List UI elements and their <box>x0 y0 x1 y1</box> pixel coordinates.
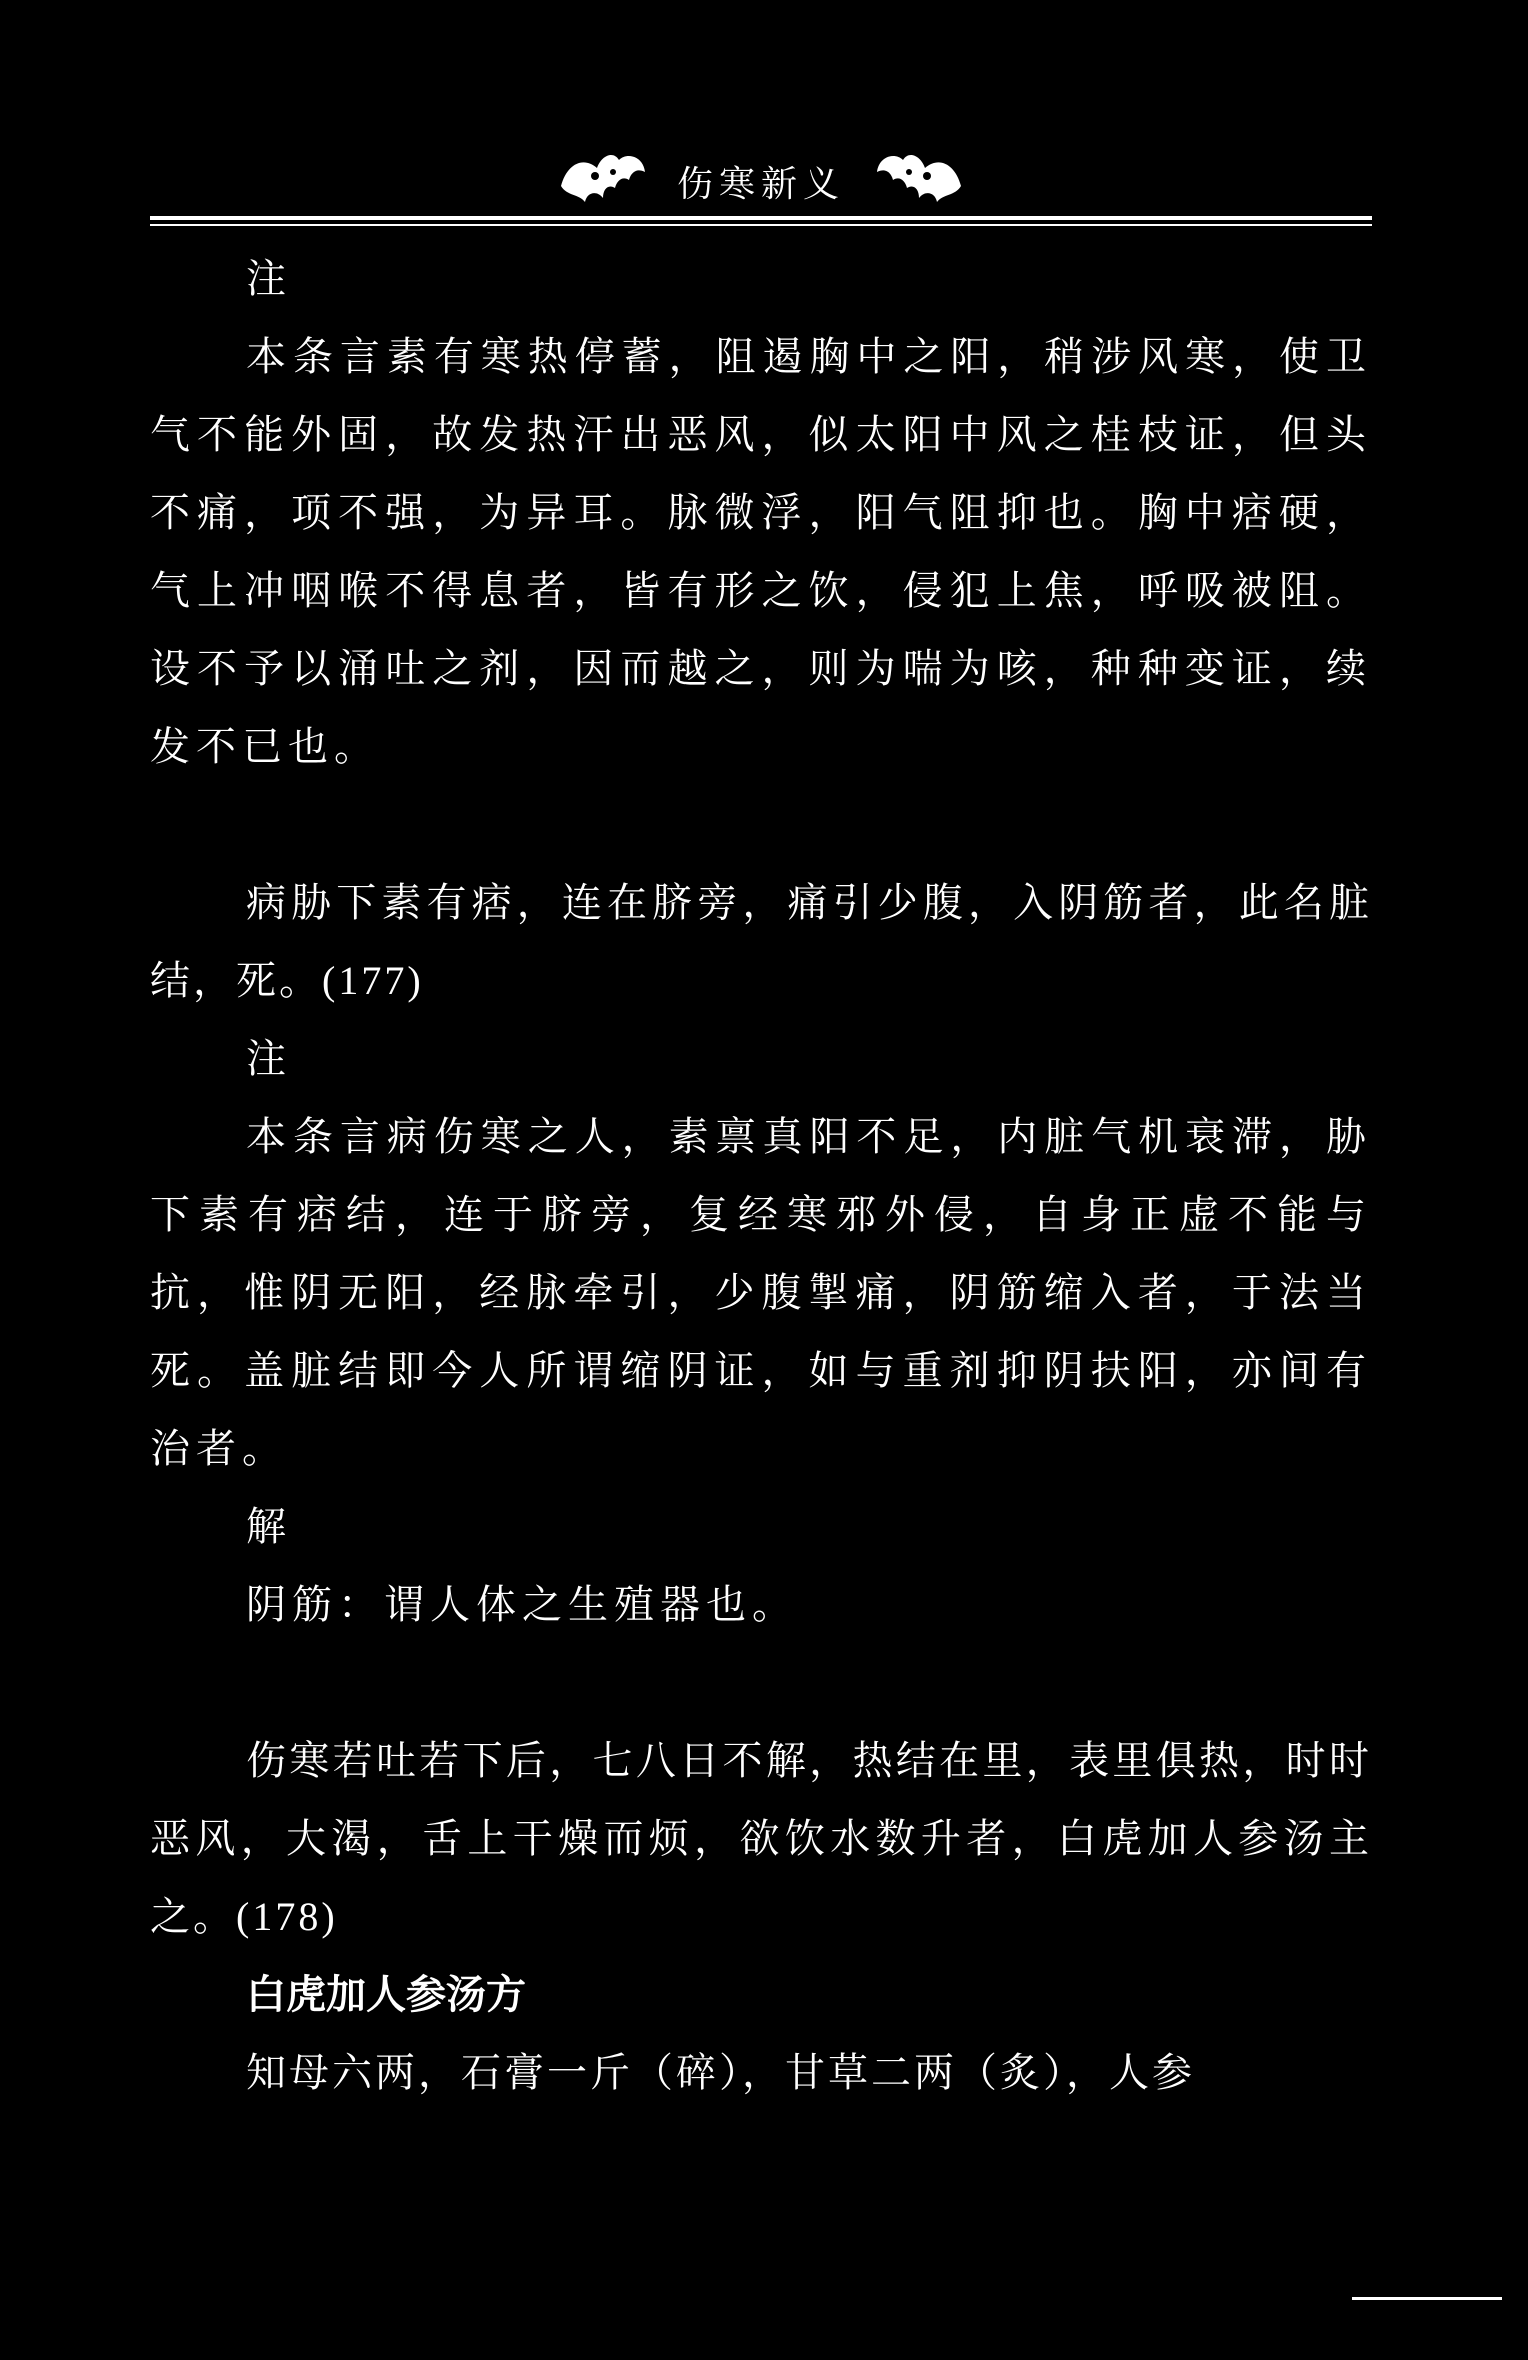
commentary-paragraph: 本条言病伤寒之人，素禀真阳不足，内脏气机衰滞，胁下素有痞结，连于脐旁，复经寒邪外侵，自身正虚不能与抗，惟阴无阳，经脉牵引，少腹掣痛，阴筋缩入者，于法当死。盖脏结即今人所谓缩阴证，如与重剂抑阴扶阳，亦间有治者。 <box>150 1114 1372 1472</box>
header-title-group <box>150 146 1372 216</box>
header-rule-thick <box>150 216 1372 220</box>
header-rule-thin <box>150 224 1372 226</box>
section-label-zhu: 注 <box>246 1036 292 1082</box>
commentary-paragraph: 本条言素有寒热停蓄，阻遏胸中之阳，稍涉风寒，使卫气不能外固，故发热汗出恶风，似太阳中风之桂枝证，但头不痛，项不强，为异耳。脉微浮，阳气阻抑也。胸中痞硬，气上冲咽喉不得息者，皆有形之饮，侵犯上焦，呼吸被阻。设不予以涌吐之剂，因而越之，则为喘为咳，种种变证，续发不已也。 <box>150 334 1372 770</box>
classic-clause-178: 伤寒若吐若下后，七八日不解，热结在里，表里俱热，时时恶风，大渴，舌上干燥而烦，欲饮水数升者，白虎加人参汤主之。(178) <box>150 1738 1372 1939</box>
section-label-zhu: 注 <box>246 256 292 302</box>
page-header <box>150 118 1372 228</box>
bat-ornament-icon <box>873 146 965 216</box>
spacer <box>150 1644 1372 1722</box>
section-label-jie: 解 <box>246 1504 292 1550</box>
page-content <box>150 240 1372 2112</box>
spacer <box>150 786 1372 864</box>
corner-rule <box>1352 2297 1502 2300</box>
page <box>150 0 1372 2360</box>
header-title: 伤寒新义 <box>676 163 845 205</box>
explanation-paragraph: 阴筋：谓人体之生殖器也。 <box>246 1582 798 1628</box>
classic-clause-177: 病胁下素有痞，连在脐旁，痛引少腹，入阴筋者，此名脏结，死。(177) <box>150 880 1372 1003</box>
bat-ornament-icon <box>557 146 649 216</box>
formula-title: 白虎加人参汤方 <box>246 1972 526 2018</box>
formula-ingredients: 知母六两，石膏一斤（碎），甘草二两（炙），人参 <box>246 2050 1195 2095</box>
